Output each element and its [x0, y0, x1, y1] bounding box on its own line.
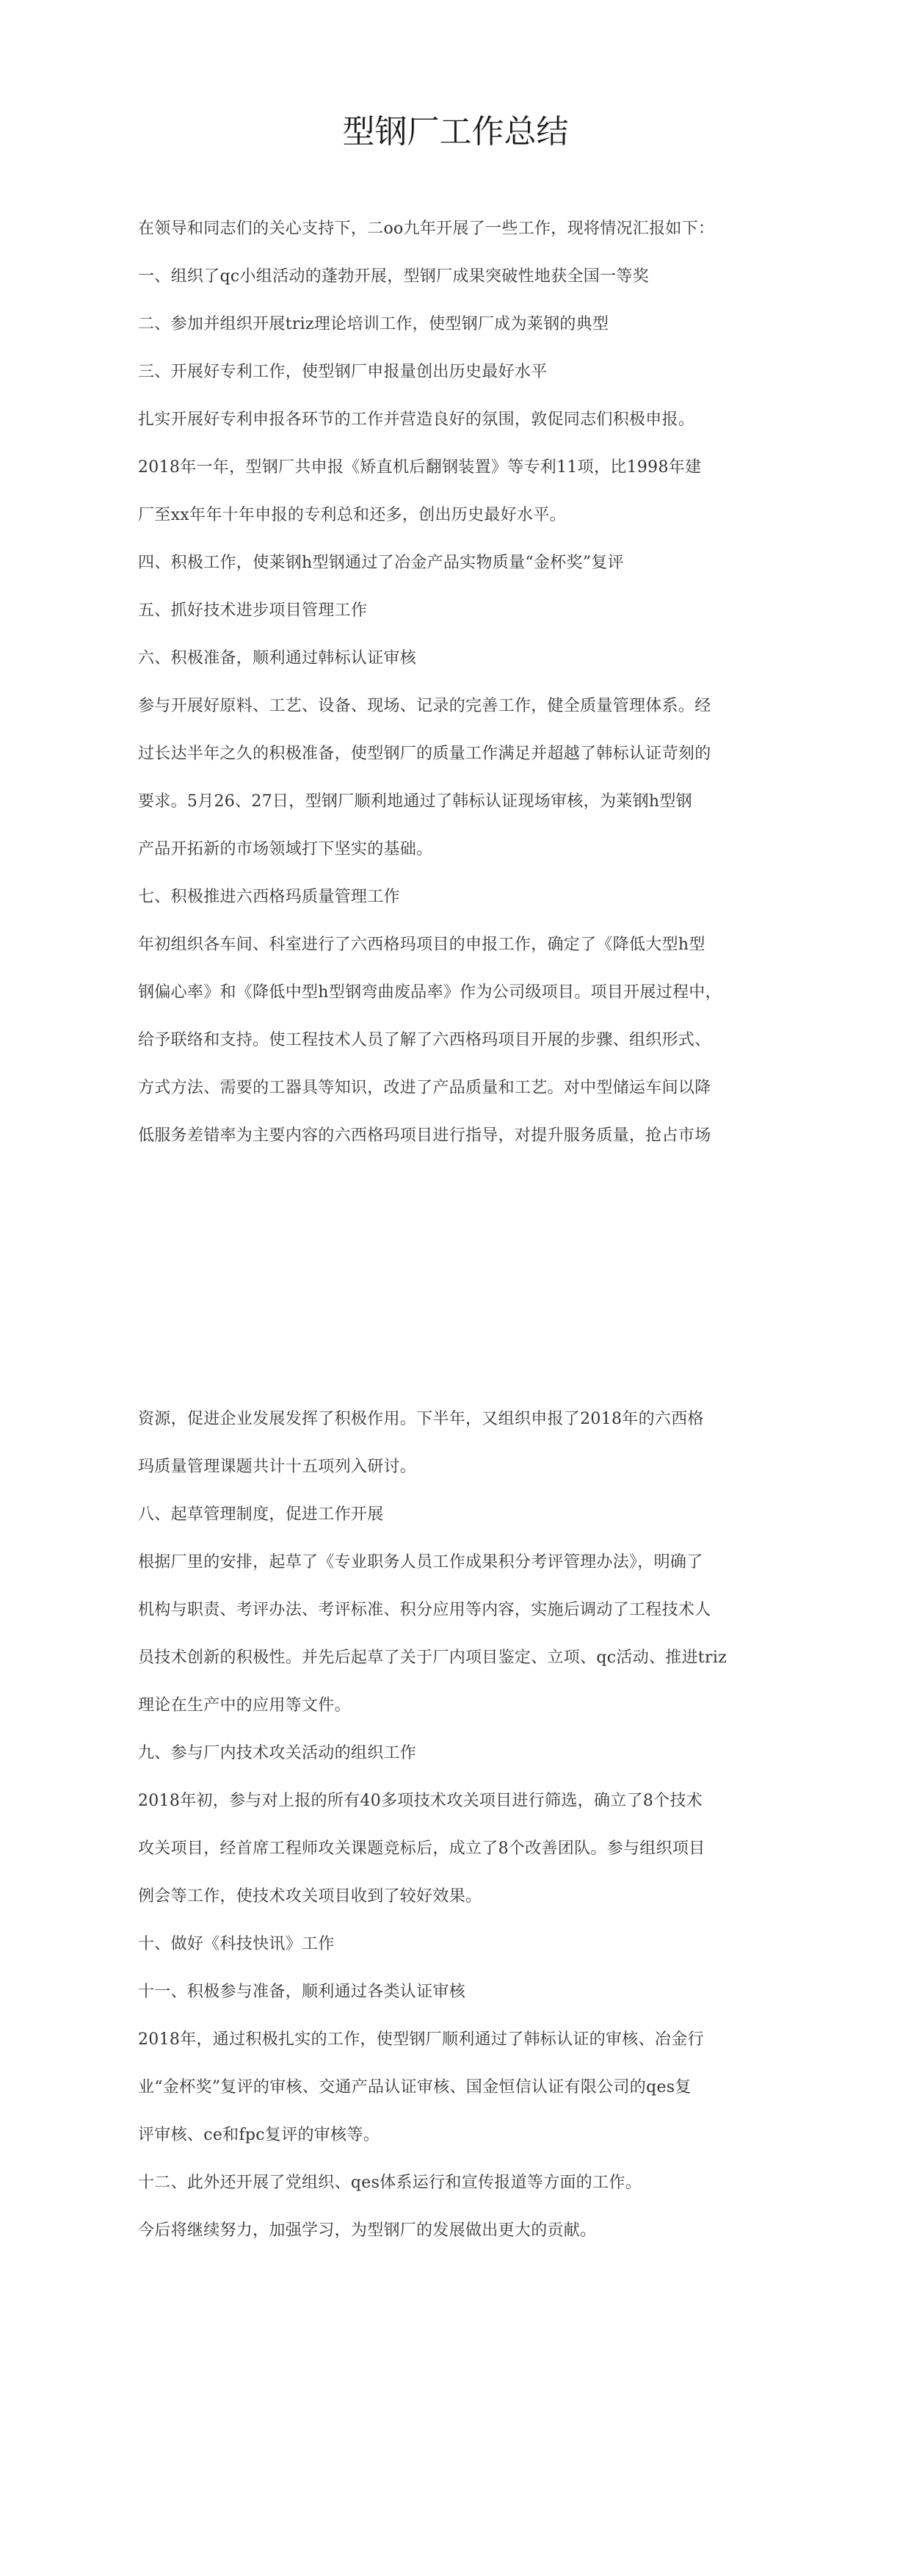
- paragraph-line: 一、组织了qc小组活动的蓬勃开展，型钢厂成果突破性地获全国一等奖: [138, 267, 650, 286]
- paragraph-line: 七、积极推进六西格玛质量管理工作: [138, 888, 400, 906]
- paragraph-line: 给予联络和支持。使工程技术人员了解了六西格玛项目开展的步骤、组织形式、: [138, 1031, 711, 1049]
- paragraph-line: 四、积极工作，使莱钢h型钢通过了冶金产品实物质量“金杯奖”复评: [138, 554, 624, 572]
- paragraph-line: 五、抓好技术进步项目管理工作: [138, 601, 368, 620]
- paragraph-line: 低服务差错率为主要内容的六西格玛项目进行指导，对提升服务质量，抢占市场: [138, 1126, 711, 1145]
- paragraph-line: 根据厂里的安排，起草了《专业职务人员工作成果积分考评管理办法》，明确了: [138, 1553, 703, 1571]
- paragraph-line: 钢偏心率》和《降低中型h型钢弯曲废品率》作为公司级项目。项目开展过程中，: [138, 983, 722, 1002]
- paragraph-line: 2018年，通过积极扎实的工作，使型钢厂顺利通过了韩标认证的审核、冶金行: [138, 2030, 704, 2049]
- paragraph-line: 方式方法、需要的工器具等知识，改进了产品质量和工艺。对中型储运车间以降: [138, 1079, 711, 1097]
- paragraph-line: 玛质量管理课题共计十五项列入研讨。: [138, 1458, 417, 1476]
- paragraph-line: 攻关项目，经首席工程师攻关课题竞标后，成立了8个改善团队。参与组织项目: [138, 1839, 705, 1858]
- paragraph-line: 2018年初，参与对上报的所有40多项技术攻关项目进行筛选，确立了8个技术: [138, 1792, 703, 1810]
- paragraph-line: 在领导和同志们的关心支持下，二oo九年开展了一些工作，现将情况汇报如下：: [138, 220, 715, 238]
- paragraph-line: 要求。5月26、27日，型钢厂顺利地通过了韩标认证现场审核，为莱钢h型钢: [138, 792, 692, 811]
- paragraph-line: 资源，促进企业发展发挥了积极作用。下半年，又组织申报了2018年的六西格: [138, 1410, 704, 1428]
- paragraph-line: 2018年一年，型钢厂共申报《矫直机后翻钢装置》等专利11项，比1998年建: [138, 458, 702, 477]
- paragraph-line: 六、积极准备，顺利通过韩标认证审核: [138, 649, 417, 667]
- paragraph-line: 三、开展好专利工作，使型钢厂申报量创出历史最好水平: [138, 363, 548, 381]
- body-text-page-2: [138, 1395, 780, 2254]
- paragraph-line: 例会等工作，使技术攻关项目收到了较好效果。: [138, 1887, 482, 1906]
- document-title: 型钢厂工作总结: [342, 113, 569, 151]
- paragraph-line: 十一、积极参与准备，顺利通过各类认证审核: [138, 1983, 466, 2001]
- paragraph-line: 参与开展好原料、工艺、设备、现场、记录的完善工作，健全质量管理体系。经: [138, 697, 711, 715]
- paragraph-line: 十、做好《科技快讯》工作: [138, 1935, 335, 1953]
- paragraph-line: 业“金杯奖”复评的审核、交通产品认证审核、国金恒信认证有限公司的qes复: [138, 2078, 692, 2096]
- paragraph-line: 二、参加并组织开展triz理论培训工作，使型钢厂成为莱钢的典型: [138, 315, 609, 333]
- paragraph-line: 产品开拓新的市场领域打下坚实的基础。: [138, 840, 433, 858]
- paragraph-line: 年初组织各车间、科室进行了六西格玛项目的申报工作，确定了《降低大型h型: [138, 936, 705, 954]
- paragraph-line: 员技术创新的积极性。并先后起草了关于厂内项目鉴定、立项、qc活动、推进triz: [138, 1649, 727, 1667]
- paragraph-line: 评审核、ce和fpc复评的审核等。: [138, 2126, 380, 2144]
- paragraph-line: 机构与职责、考评办法、考评标准、积分应用等内容，实施后调动了工程技术人: [138, 1601, 711, 1619]
- paragraph-line: 十二、此外还开展了党组织、qes体系运行和宣传报道等方面的工作。: [138, 2174, 642, 2192]
- paragraph-line: 扎实开展好专利申报各环节的工作并营造良好的氛围，敦促同志们积极申报。: [138, 410, 695, 429]
- paragraph-line: 八、起草管理制度，促进工作开展: [138, 1505, 384, 1524]
- paragraph-line: 理论在生产中的应用等文件。: [138, 1696, 351, 1715]
- body-text-page-1: [138, 205, 780, 1159]
- paragraph-line: 过长达半年之久的积极准备，使型钢厂的质量工作满足并超越了韩标认证苛刻的: [138, 745, 711, 763]
- paragraph-line: 九、参与厂内技术攻关活动的组织工作: [138, 1744, 417, 1762]
- paragraph-line: 今后将继续努力，加强学习，为型钢厂的发展做出更大的贡献。: [138, 2221, 597, 2240]
- paragraph-line: 厂至xx年年十年申报的专利总和还多，创出历史最好水平。: [138, 506, 566, 524]
